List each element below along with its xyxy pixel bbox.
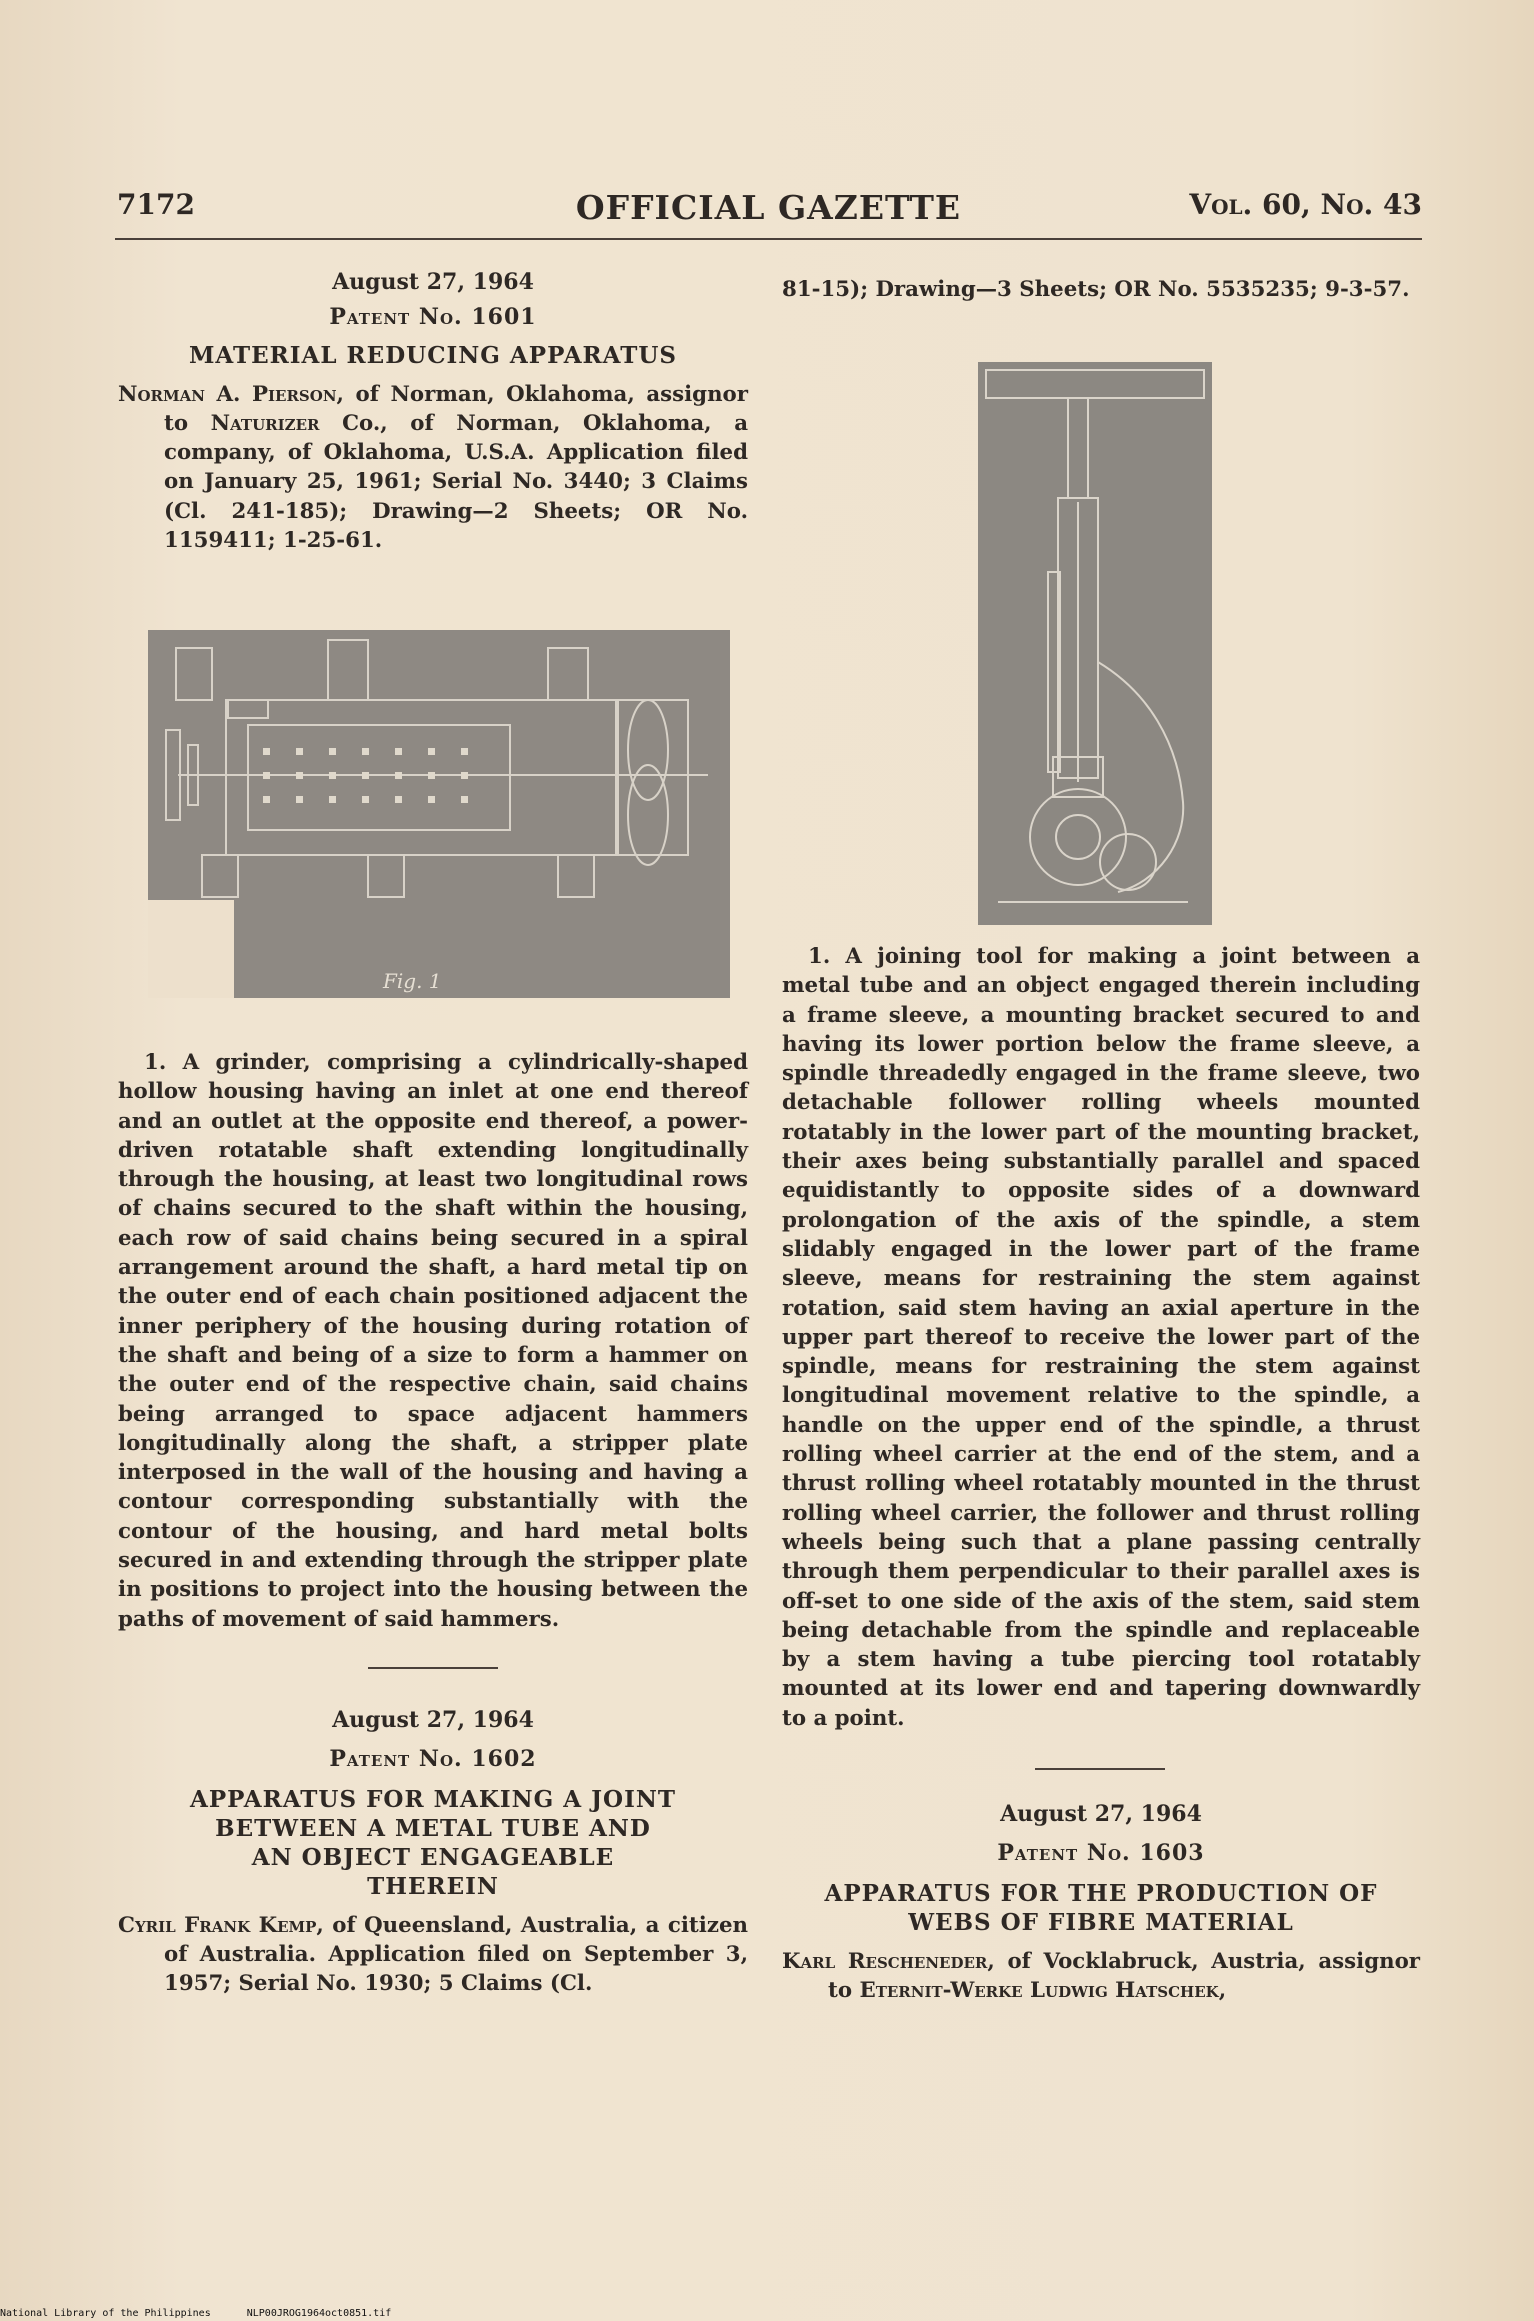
scan-footer: [0, 2308, 421, 2319]
gazette-title: OFFICIAL GAZETTE: [575, 188, 962, 227]
section-divider-right: [1035, 1768, 1165, 1770]
page-header: [115, 178, 1422, 228]
patent-1602-details-cont: 81-15); Drawing—3 Sheets; OR No. 5535235; 9-3-57.: [782, 277, 1410, 302]
patent-1603-header: [782, 1800, 1420, 2005]
patent-1601-number: Patent No. 1601: [329, 304, 537, 331]
patent-1601-title: MATERIAL REDUCING APPARATUS: [188, 341, 678, 369]
patent-1601-header: [118, 268, 748, 555]
patent-1602-claim: 1. A joining tool for making a joint between a metal tube and an object engaged therein including a frame sleeve, a mounting bracket secured to and having its lower portion below the frame sleeve, a spindle threadedly engaged in the frame sleeve, two detachable follower rolling wheels mounted rotatably in the lower part of the mounting bracket, their axes being substantially parallel and spaced equidistantly to opposite sides of a downward prolongation of the axis of the spindle, a stem slidably engaged in the lower part of the frame sleeve, means for restraining the stem against rotation, said stem having an axial aperture in the upper part thereof to receive the lower part of the spindle, means for restraining the stem against longitudinal movement relative to the spindle, a handle on the upper end of the spindle, a thrust rolling wheel carrier at the end of the stem, and a thrust rolling wheel rotatably mounted in the thrust rolling wheel carrier, the follower and thrust rolling wheels being such that a plane passing centrally through them perpendicular to their parallel axes is off-set to one side of the axis of the stem, said stem being detachable from the spindle and replaceable by a stem having a tube piercing tool rotatably mounted at its lower end and tapering downwardly to a point.: [782, 944, 1420, 1731]
patent-1602-header: [118, 1706, 748, 1998]
file-name: NLP00JROG1964oct0851.tif: [246, 2308, 392, 2319]
patent-1603-number: Patent No. 1603: [997, 1840, 1205, 1867]
section-divider: [368, 1667, 498, 1669]
volume-number: Vol. 60, No. 43: [1189, 188, 1422, 221]
patent-1603-date: August 27, 1964: [1000, 1801, 1202, 1827]
patent-1601-figure: [148, 630, 730, 998]
patent-1602-number: Patent No. 1602: [329, 1746, 537, 1773]
library-name: National Library of the Philippines: [0, 2308, 211, 2319]
patent-1603-inventor-details: Karl Rescheneder, of Vocklabruck, Austria, assignor to Eternit-Werke Ludwig Hatschek,: [782, 1948, 1420, 2003]
patent-1601-assignee: Naturizer: [210, 410, 320, 436]
patent-1601-inventor: Norman A. Pierson: [118, 381, 337, 407]
header-rule: [115, 238, 1422, 240]
patent-1603-title: APPARATUS FOR THE PRODUCTION OF WEBS OF FIBRE MATERIAL: [824, 1879, 1378, 1936]
patent-1601-inventor-details: Norman A. Pierson, of Norman, Oklahoma, assignor to Naturizer Co., of Norman, Oklahoma, a company, of Oklahoma, U.S.A. Application filed on January 25, 1961; Serial No. 3440; 3 Claims (Cl. 241-185); Drawing—2 Sheets; OR No. 1159411; 1-25-61.: [118, 381, 748, 554]
patent-1603-assignee: Eternit-Werke Ludwig Hatschek,: [859, 1977, 1227, 2003]
patent-1602-inventor: Cyril Frank Kemp: [118, 1912, 317, 1938]
patent-1602-title: APPARATUS FOR MAKING A JOINT BETWEEN A METAL TUBE AND AN OBJECT ENGAGEABLE THEREIN: [190, 1785, 676, 1900]
page-number: 7172: [117, 188, 195, 221]
patent-1602-inventor-details: Cyril Frank Kemp, of Queensland, Australia, a citizen of Australia. Application filed on September 3, 1957; Serial No. 1930; 5 Claims (Cl.: [118, 1912, 748, 1997]
patent-1602-figure: [978, 362, 1212, 925]
patent-1601-claim: 1. A grinder, comprising a cylindrically-shaped hollow housing having an inlet at one end thereof and an outlet at the opposite end thereof, a power-driven rotatable shaft extending longitudinally through the housing, at least two longitudinal rows of chains secured to the shaft within the housing, each row of said chains being secured in a spiral arrangement around the shaft, a hard metal tip on the outer end of each chain positioned adjacent the inner periphery of the housing during rotation of the shaft and being of a size to form a hammer on the outer end of the respective chain, said chains being arranged to space adjacent hammers longitudinally along the shaft, a stripper plate interposed in the wall of the housing and having a contour corresponding substantially with the contour of the housing, and hard metal bolts secured in and extending through the stripper plate in positions to project into the housing between the paths of movement of said hammers.: [118, 1050, 748, 1632]
patent-1602-date: August 27, 1964: [332, 1707, 534, 1733]
patent-1603-inventor: Karl Rescheneder: [782, 1948, 988, 1974]
figure-label: Fig. 1: [383, 969, 442, 993]
patent-1601-date: August 27, 1964: [332, 269, 534, 295]
